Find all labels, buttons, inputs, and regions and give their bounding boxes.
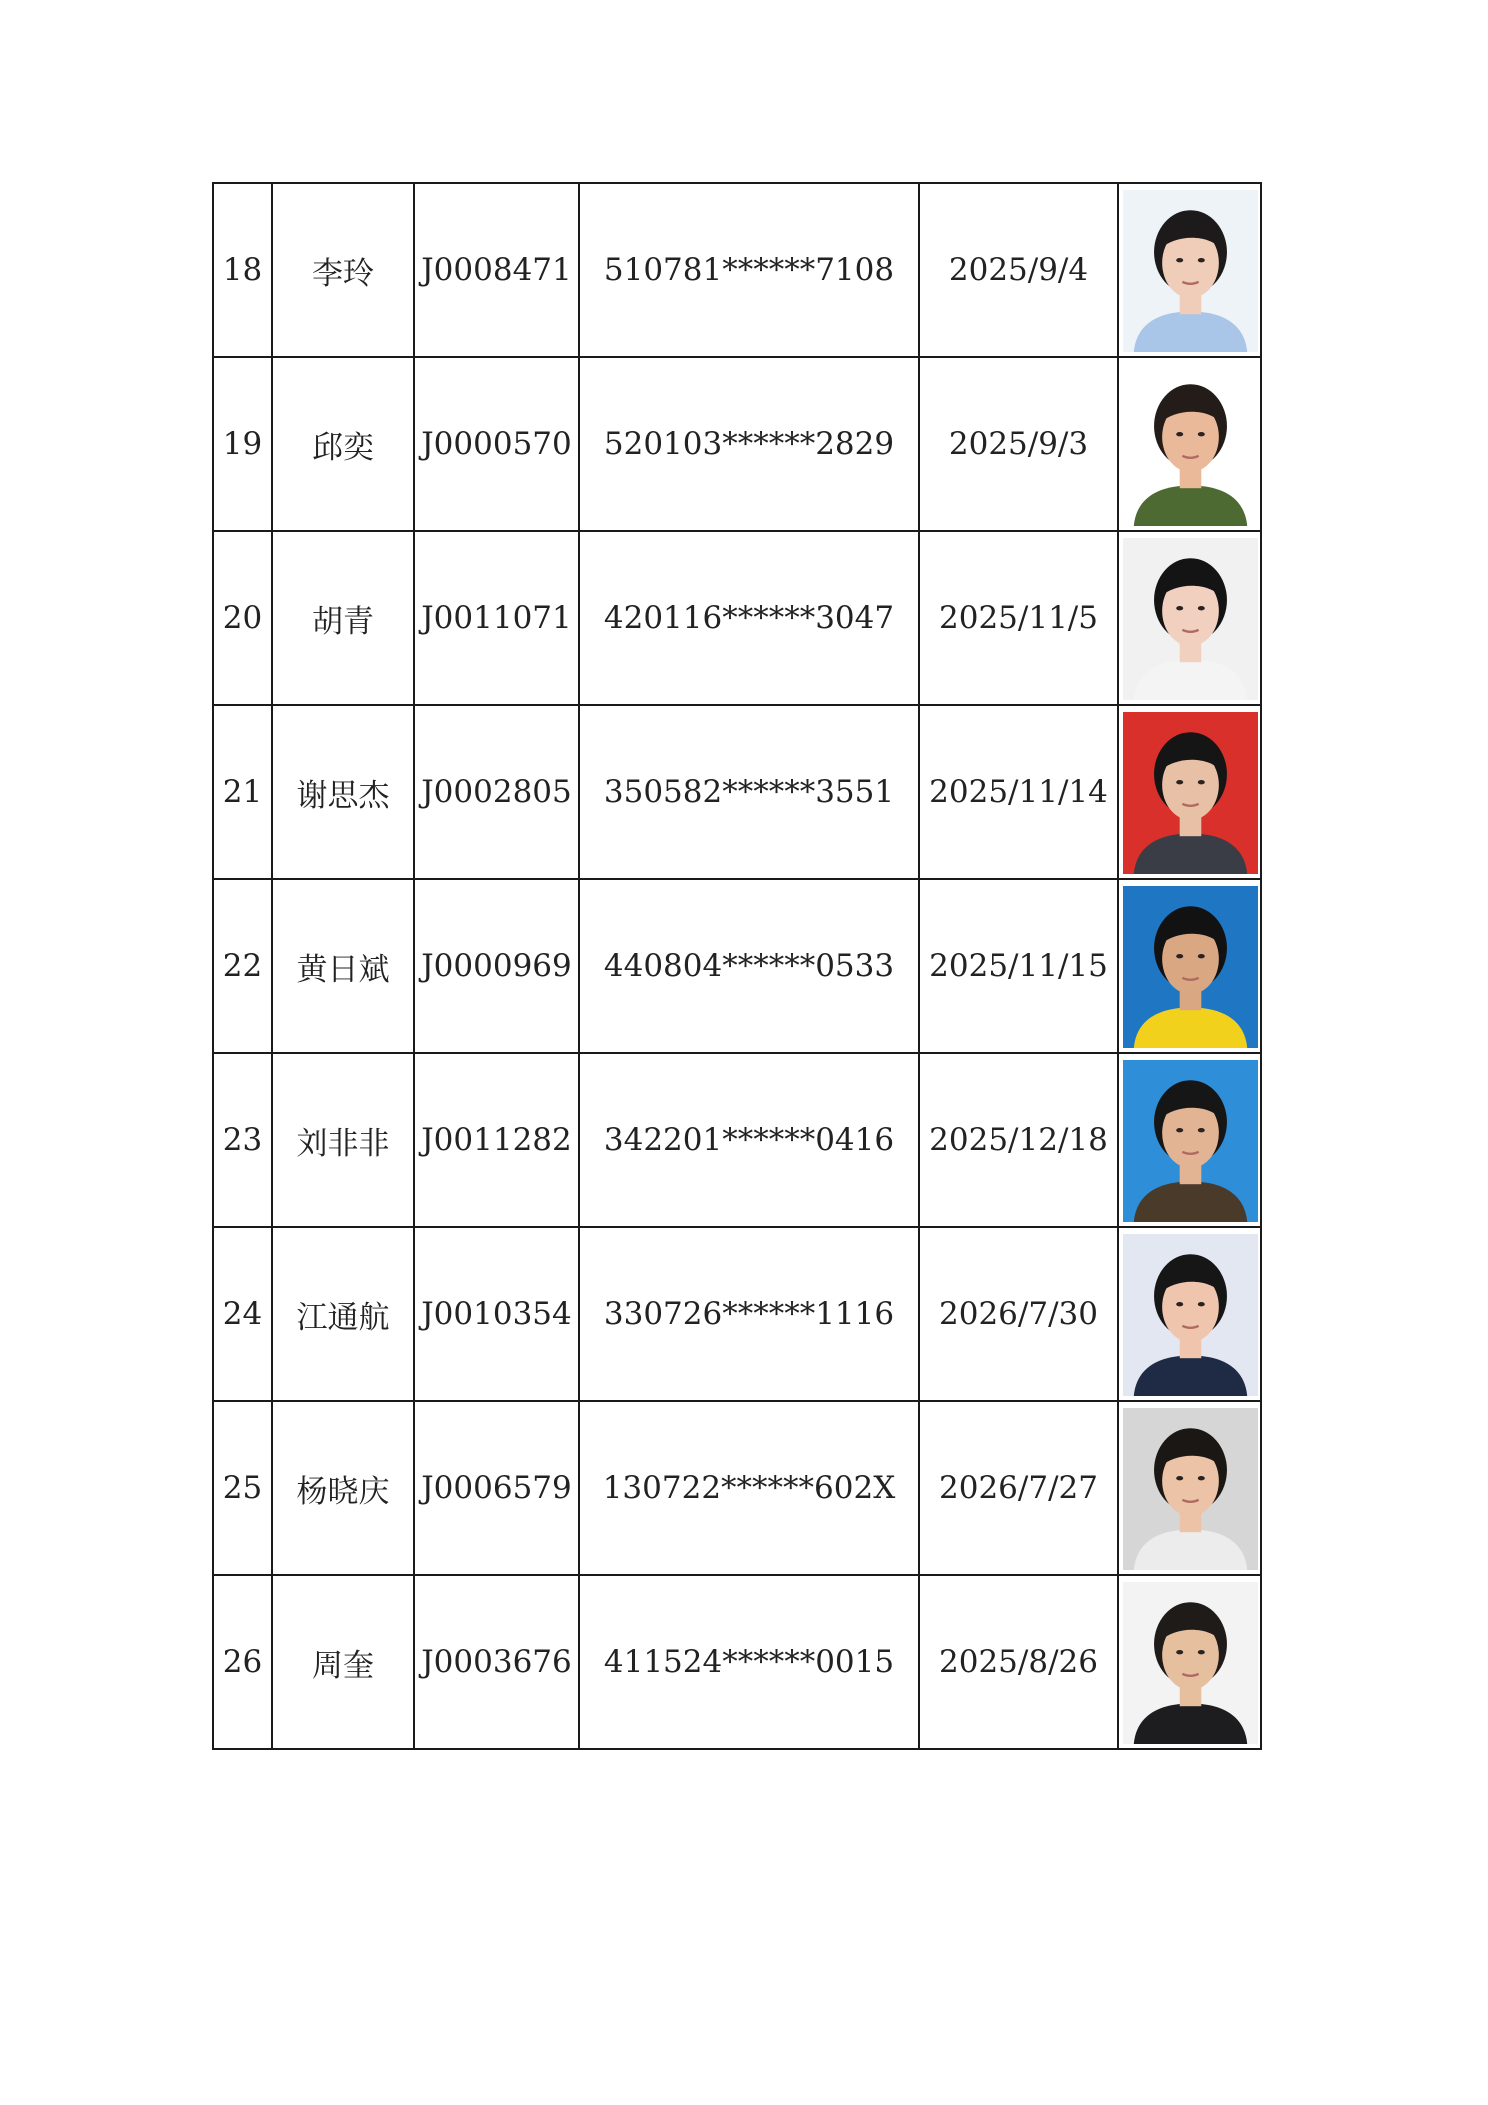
portrait-photo (1123, 712, 1258, 874)
portrait-image (1123, 1582, 1258, 1744)
table-row (213, 1053, 1261, 1227)
portrait-image (1123, 1060, 1258, 1222)
registration-code: J0000570 (414, 357, 579, 531)
person-name: 江通航 (272, 1227, 414, 1401)
portrait-photo (1123, 1234, 1258, 1396)
person-name: 杨晓庆 (272, 1401, 414, 1575)
id-number: 420116******3047 (579, 531, 919, 705)
personnel-table (212, 182, 1262, 1750)
row-number: 22 (213, 879, 272, 1053)
portrait-photo (1123, 538, 1258, 700)
portrait-image (1123, 886, 1258, 1048)
portrait-image (1123, 712, 1258, 874)
id-number: 330726******1116 (579, 1227, 919, 1401)
date: 2025/9/4 (919, 183, 1118, 357)
row-number: 24 (213, 1227, 272, 1401)
row-number: 26 (213, 1575, 272, 1749)
person-name: 黄日斌 (272, 879, 414, 1053)
photo-cell (1118, 357, 1261, 531)
registration-code: J0000969 (414, 879, 579, 1053)
date: 2025/8/26 (919, 1575, 1118, 1749)
person-name: 周奎 (272, 1575, 414, 1749)
photo-cell (1118, 705, 1261, 879)
registration-code: J0011071 (414, 531, 579, 705)
date: 2025/11/5 (919, 531, 1118, 705)
photo-cell (1118, 531, 1261, 705)
personnel-table-body (213, 183, 1261, 1749)
registration-code: J0002805 (414, 705, 579, 879)
id-number: 411524******0015 (579, 1575, 919, 1749)
portrait-photo (1123, 1060, 1258, 1222)
registration-code: J0010354 (414, 1227, 579, 1401)
person-name: 谢思杰 (272, 705, 414, 879)
portrait-photo (1123, 1582, 1258, 1744)
person-name: 胡青 (272, 531, 414, 705)
date: 2026/7/27 (919, 1401, 1118, 1575)
person-name: 李玲 (272, 183, 414, 357)
portrait-photo (1123, 1408, 1258, 1570)
photo-cell (1118, 1227, 1261, 1401)
date: 2025/12/18 (919, 1053, 1118, 1227)
row-number: 20 (213, 531, 272, 705)
portrait-photo (1123, 886, 1258, 1048)
photo-cell (1118, 183, 1261, 357)
date: 2025/11/14 (919, 705, 1118, 879)
registration-code: J0008471 (414, 183, 579, 357)
row-number: 23 (213, 1053, 272, 1227)
portrait-image (1123, 1234, 1258, 1396)
portrait-photo (1123, 190, 1258, 352)
row-number: 18 (213, 183, 272, 357)
person-name: 刘非非 (272, 1053, 414, 1227)
table-row (213, 1401, 1261, 1575)
date: 2026/7/30 (919, 1227, 1118, 1401)
table-row (213, 357, 1261, 531)
photo-cell (1118, 1575, 1261, 1749)
id-number: 510781******7108 (579, 183, 919, 357)
row-number: 19 (213, 357, 272, 531)
person-name: 邱奕 (272, 357, 414, 531)
table-row (213, 531, 1261, 705)
registration-code: J0006579 (414, 1401, 579, 1575)
portrait-image (1123, 538, 1258, 700)
registration-code: J0003676 (414, 1575, 579, 1749)
portrait-image (1123, 190, 1258, 352)
id-number: 520103******2829 (579, 357, 919, 531)
row-number: 21 (213, 705, 272, 879)
photo-cell (1118, 879, 1261, 1053)
id-number: 350582******3551 (579, 705, 919, 879)
table-row (213, 705, 1261, 879)
portrait-photo (1123, 364, 1258, 526)
photo-cell (1118, 1053, 1261, 1227)
registration-code: J0011282 (414, 1053, 579, 1227)
portrait-image (1123, 364, 1258, 526)
id-number: 440804******0533 (579, 879, 919, 1053)
id-number: 130722******602X (579, 1401, 919, 1575)
portrait-image (1123, 1408, 1258, 1570)
date: 2025/9/3 (919, 357, 1118, 531)
table-row (213, 879, 1261, 1053)
table-row (213, 1227, 1261, 1401)
date: 2025/11/15 (919, 879, 1118, 1053)
table-row (213, 1575, 1261, 1749)
row-number: 25 (213, 1401, 272, 1575)
id-number: 342201******0416 (579, 1053, 919, 1227)
table-row (213, 183, 1261, 357)
photo-cell (1118, 1401, 1261, 1575)
